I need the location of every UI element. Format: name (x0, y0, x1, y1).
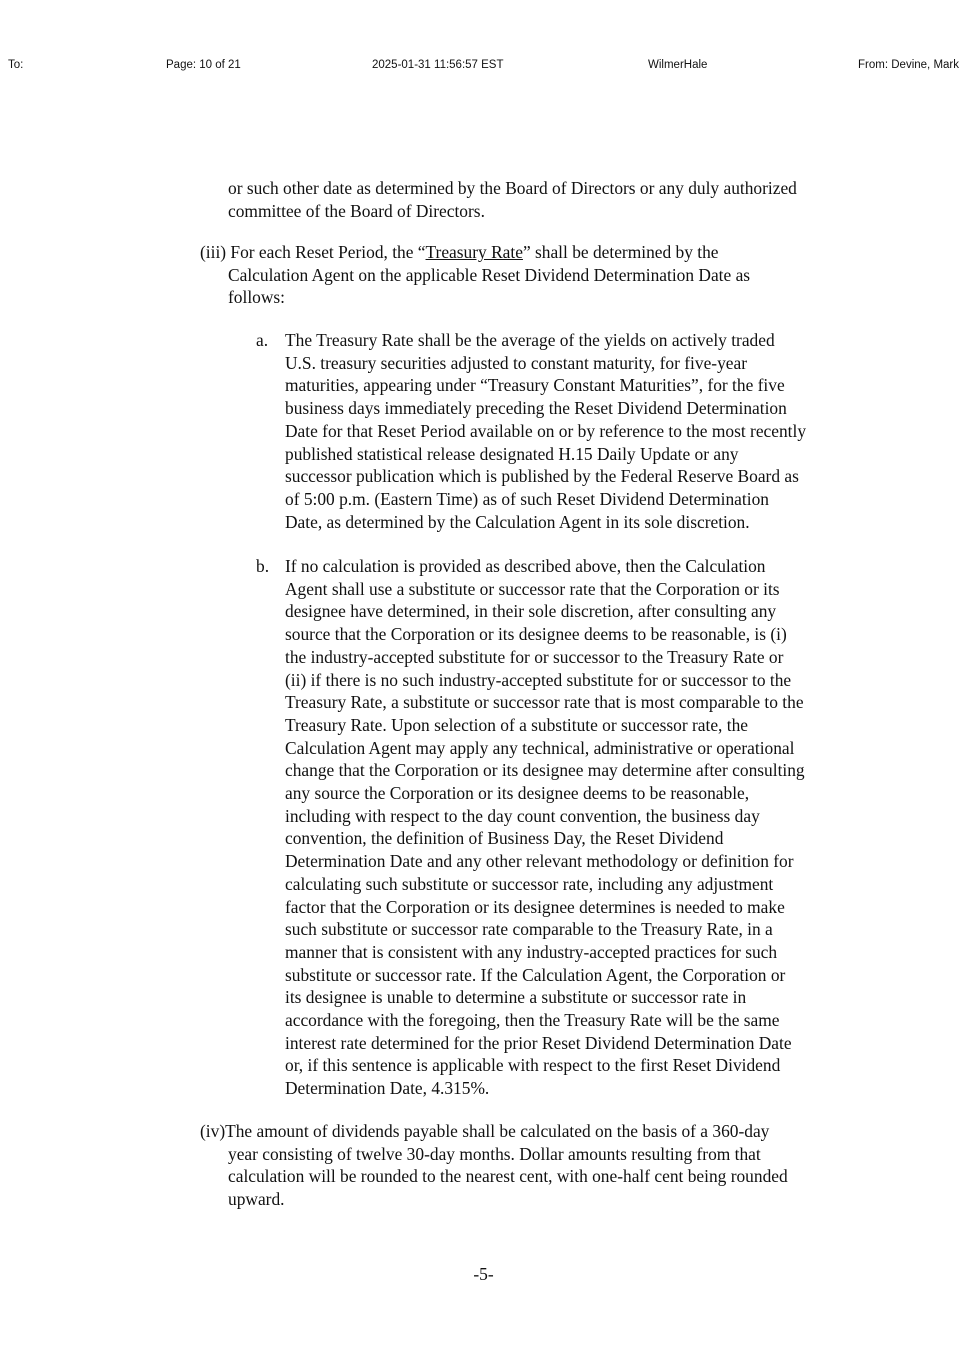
fax-from: From: Devine, Mark (858, 59, 959, 71)
text-line: designee have determined, in their sole discretion, after consulting any (285, 601, 777, 622)
text-line: or such other date as determined by the Board of Directors or any duly authorized (228, 178, 797, 198)
section-iii-lead: (iii) For each Reset Period, the “ (200, 242, 426, 262)
text-line: accordance with the foregoing, then the Treasury Rate will be the same (285, 1010, 780, 1031)
text-line: substitute or successor rate. If the Calculation Agent, the Corporation or (285, 964, 786, 985)
text-line: or, if this sentence is applicable with respect to the first Reset Dividend (285, 1055, 781, 1076)
text-line: maturities, appearing under “Treasury Constant Maturities”, for the five (285, 375, 785, 396)
section-iii-paragraph (200, 241, 750, 309)
text-line: business days immediately preceding the Reset Dividend Determination (285, 398, 787, 419)
text-line: follows: (228, 287, 286, 308)
text-line: change that the Corporation or its designee may determine after consulting (285, 760, 805, 781)
fax-firm: WilmerHale (648, 59, 708, 71)
text-line (256, 555, 805, 578)
text-line: including with respect to the day count convention, the business day (285, 805, 760, 826)
text-line: committee of the Board of Directors. (228, 200, 485, 221)
text-line (200, 241, 750, 264)
continuation-paragraph (228, 177, 797, 222)
item-a-paragraph (256, 329, 806, 533)
text-line: (iv)The amount of dividends payable shall be calculated on the basis of a 360-day (200, 1121, 770, 1141)
text-line: U.S. treasury securities adjusted to constant maturity, for five-year (285, 352, 747, 373)
treasury-rate-defined-term: Treasury Rate (425, 242, 523, 262)
text-line: the industry-accepted substitute for or successor to the Treasury Rate or (285, 646, 784, 667)
text-line: source that the Corporation or its designee deems to be reasonable, is (i) (285, 624, 787, 645)
text-line: factor that the Corporation or its designee determines is needed to make (285, 896, 785, 917)
text-line: Determination Date and any other relevant methodology or definition for (285, 851, 794, 872)
item-a-marker: a. (256, 330, 269, 350)
text-line: published statistical release designated H.15 Daily Update or any (285, 443, 739, 464)
text-line: of 5:00 p.m. (Eastern Time) as of such Reset Dividend Determination (285, 488, 769, 509)
text-line-content: If no calculation is provided as described above, then the Calculation (285, 556, 766, 576)
section-iii-lead-end: ” shall be determined by the (522, 242, 719, 262)
text-line: manner that is consistent with any industry-accepted practices for such (285, 941, 778, 962)
text-line: successor publication which is published by the Federal Reserve Board as (285, 466, 799, 487)
item-b-paragraph (256, 555, 805, 1100)
text-line (256, 329, 806, 352)
text-line: year consisting of twelve 30-day months. Dollar amounts resulting from that (228, 1143, 761, 1164)
text-line: Determination Date, 4.315%. (285, 1078, 490, 1099)
text-line: calculation will be rounded to the nearest cent, with one-half cent being rounded (228, 1166, 788, 1187)
text-line: convention, the definition of Business Day, the Reset Dividend (285, 828, 724, 849)
text-line: Calculation Agent on the applicable Reset Dividend Determination Date as (228, 264, 751, 285)
text-line: (ii) if there is no such industry-accepted substitute for or successor to the (285, 669, 792, 690)
text-line: Date for that Reset Period available on or by reference to the most recently (285, 420, 807, 441)
text-line: Calculation Agent may apply any technical, administrative or operational (285, 737, 795, 758)
text-line: such substitute or successor rate comparable to the Treasury Rate, in a (285, 919, 773, 940)
text-line: its designee is unable to determine a substitute or successor rate in (285, 987, 747, 1008)
text-line: interest rate determined for the prior Reset Dividend Determination Date (285, 1032, 792, 1053)
fax-to: To: (8, 59, 24, 71)
text-line: any source the Corporation or its designee deems to be reasonable, (285, 783, 750, 804)
text-line: Treasury Rate. Upon selection of a substitute or successor rate, the (285, 714, 748, 735)
fax-header (0, 59, 967, 75)
text-line: Agent shall use a substitute or successor rate that the Corporation or its (285, 578, 780, 599)
fax-datetime: 2025-01-31 11:56:57 EST (372, 59, 504, 71)
fax-page-count: Page: 10 of 21 (166, 59, 241, 71)
text-line: Treasury Rate, a substitute or successor rate that is most comparable to the (285, 692, 804, 713)
page-number: -5- (473, 1264, 494, 1284)
section-iv-paragraph (200, 1120, 788, 1211)
text-line: upward. (228, 1189, 285, 1210)
text-line-content: The Treasury Rate shall be the average of the yields on actively traded (285, 330, 775, 350)
text-line: calculating such substitute or successor rate, including any adjustment (285, 873, 774, 894)
item-b-marker: b. (256, 556, 270, 576)
text-line: Date, as determined by the Calculation Agent in its sole discretion. (285, 511, 750, 532)
